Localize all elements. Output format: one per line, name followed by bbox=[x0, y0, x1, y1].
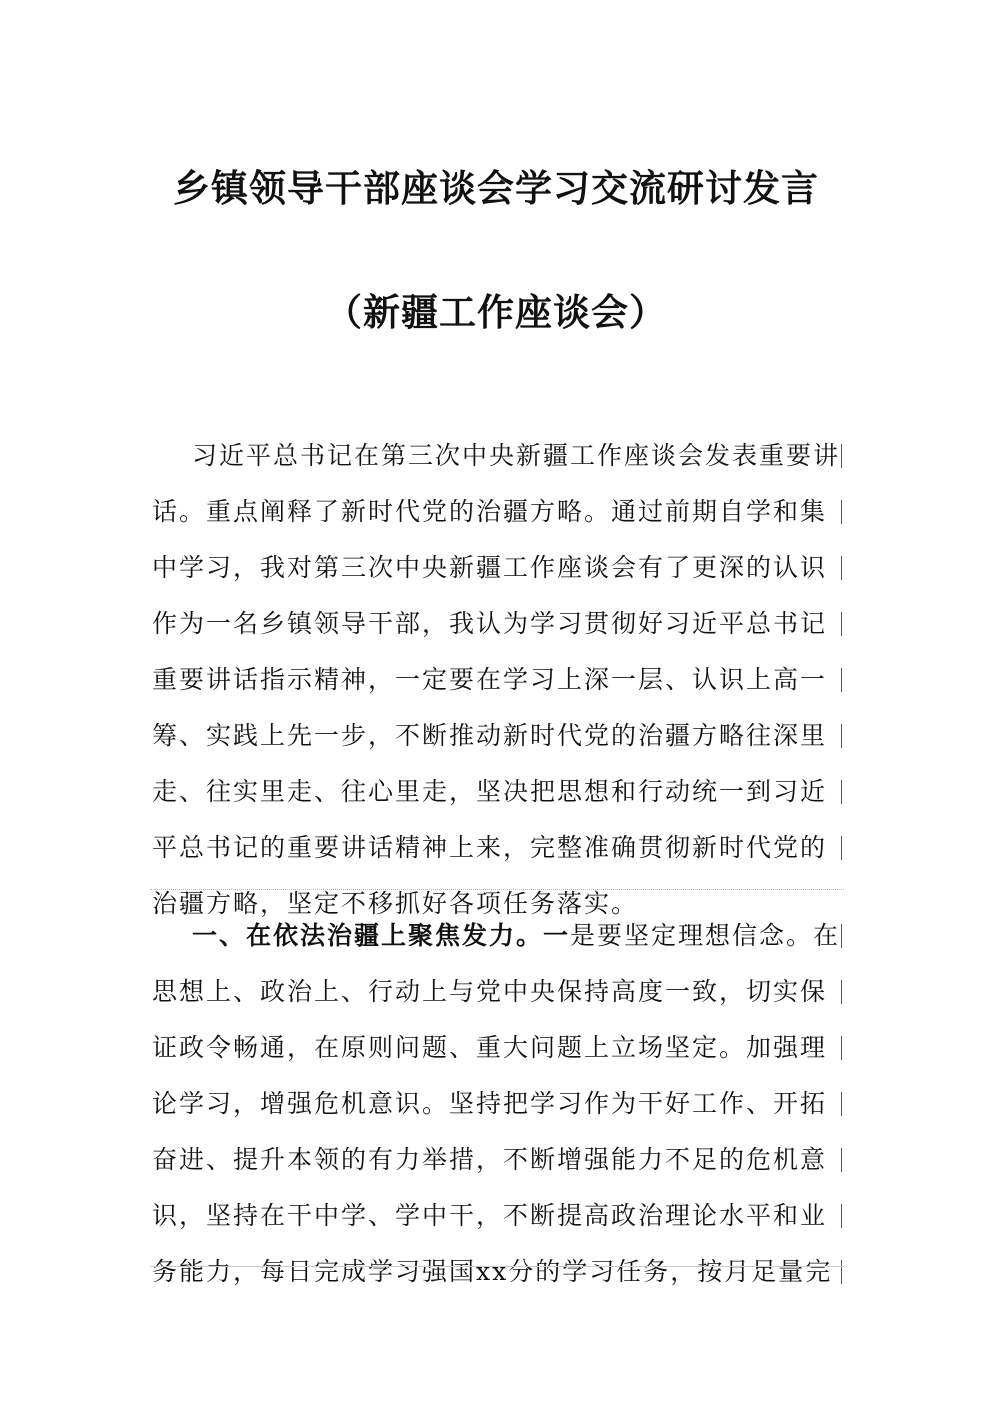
text-line: 奋进、提升本领的有力举措，不断增强能力不足的危机意 bbox=[152, 1132, 842, 1188]
document-subtitle: （新疆工作座谈会） bbox=[325, 290, 667, 334]
text-line: 筹、实践上先一步，不断推动新时代党的治疆方略往深里 bbox=[152, 708, 842, 764]
text-line: 识，坚持在干中学、学中干，不断提高政治理论水平和业 bbox=[152, 1188, 842, 1244]
section-1-heading: 一、在依法治疆上聚焦发力。一 bbox=[192, 921, 571, 950]
text-line: 论学习，增强危机意识。坚持把学习作为干好工作、开拓 bbox=[152, 1076, 842, 1132]
text-line: 平总书记的重要讲话精神上来，完整准确贯彻新时代党的 bbox=[152, 820, 842, 876]
text-line: 中学习，我对第三次中央新疆工作座谈会有了更深的认识 bbox=[152, 540, 842, 596]
text-line: 思想上、政治上、行动上与党中央保持高度一致，切实保 bbox=[152, 964, 842, 1020]
section-1-first-line-text: 是要坚定理想信念。在 bbox=[570, 921, 841, 950]
page-bottom-rule bbox=[150, 1266, 844, 1267]
text-line: 治疆方略，坚定不移抓好各项任务落实。 bbox=[152, 889, 639, 918]
text-line: 话。重点阐释了新时代党的治疆方略。通过前期自学和集 bbox=[152, 484, 842, 540]
text-line: 重要讲话指示精神，一定要在学习上深一层、认识上高一 bbox=[152, 652, 842, 708]
section-1-paragraph bbox=[152, 908, 842, 1300]
section-divider bbox=[150, 889, 844, 890]
section-1-first-line bbox=[152, 908, 842, 964]
text-line: 作为一名乡镇领导干部，我认为学习贯彻好习近平总书记 bbox=[152, 596, 842, 652]
text-line: 证政令畅通，在原则问题、重大问题上立场坚定。加强理 bbox=[152, 1020, 842, 1076]
intro-paragraph bbox=[152, 428, 842, 932]
text-line: 务能力，每日完成学习强国xx分的学习任务，按月足量完 bbox=[152, 1244, 842, 1300]
document-title: 乡镇领导干部座谈会学习交流研讨发言 bbox=[173, 166, 819, 210]
text-line: 习近平总书记在第三次中央新疆工作座谈会发表重要讲 bbox=[152, 428, 842, 484]
text-line: 走、往实里走、往心里走，坚决把思想和行动统一到习近 bbox=[152, 764, 842, 820]
